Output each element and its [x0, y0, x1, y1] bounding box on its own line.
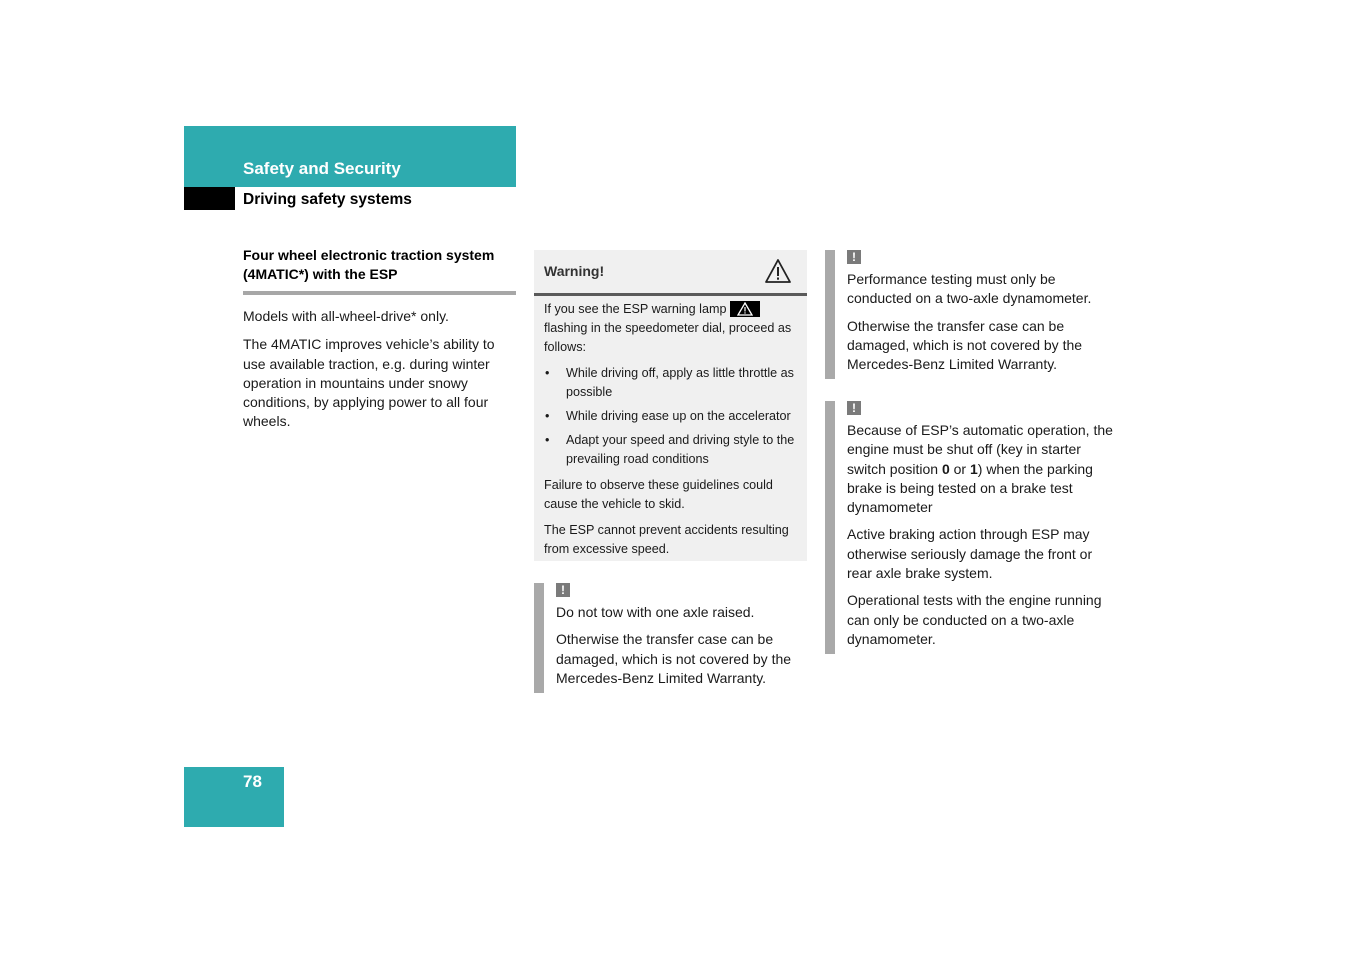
exclamation-icon: !: [556, 583, 570, 597]
exclamation-icon: !: [847, 250, 861, 264]
notice-dynamometer-warranty: Otherwise the transfer case can be damaged, which is not covered by the Mercedes-Benz Limited Warranty.: [847, 317, 1083, 373]
article-heading-line1: Four wheel electronic traction system: [243, 247, 495, 263]
models-note: Models with all-wheel-drive* only.: [243, 308, 449, 324]
key-position-1: 1: [969, 460, 978, 477]
notice-brake-text: Because of ESP’s automatic operation, the engine must be shut off (key in starter switch position 0 or 1) when the parking brake is being tested on a brake test dynamometer: [847, 422, 1113, 516]
notice-dynamometer: [825, 250, 1115, 379]
warning-box: [534, 250, 807, 561]
notice-dynamometer-text: Performance testing must only be conducted on a two-axle dynamometer.: [847, 271, 1092, 307]
warning-bullet-list: [544, 364, 797, 469]
warning-header: [534, 250, 807, 296]
page-number-box: [184, 767, 284, 827]
bullet-icon: •: [545, 433, 550, 447]
bullet-icon: •: [545, 409, 550, 423]
list-item: • While driving off, apply as little throttle as possible: [545, 366, 794, 399]
esp-warning-lamp-icon: [730, 301, 760, 317]
warning-intro-after: flashing in the speedometer dial, proceed as follows:: [544, 321, 792, 354]
heading-rule: [243, 291, 516, 295]
exclamation-icon: !: [847, 401, 861, 415]
notice-brake-operational: Operational tests with the engine running can only be conducted on a two-axle dynamometer.: [847, 592, 1102, 647]
warning-intro-before: If you see the ESP warning lamp: [544, 302, 727, 316]
notice-towing-warranty: Otherwise the transfer case can be damaged, which is not covered by the Mercedes-Benz Limited Warranty.: [556, 631, 792, 686]
notice-towing-text: Do not tow with one axle raised.: [556, 604, 755, 620]
warning-body: [534, 296, 807, 559]
left-column: [243, 246, 516, 432]
warning-intro: [544, 300, 797, 357]
warning-skid-note: Failure to observe these guidelines could cause the vehicle to skid.: [544, 478, 773, 511]
article-heading-line2: (4MATIC*) with the ESP: [243, 266, 398, 282]
warning-triangle-icon: [764, 258, 792, 284]
list-item: • Adapt your speed and driving style to the prevailing road conditions: [545, 433, 795, 466]
article-heading: [243, 246, 516, 284]
header-tab-marker: [184, 187, 235, 210]
section-title: Safety and Security: [243, 159, 401, 178]
bullet-icon: •: [545, 366, 550, 380]
subsection-title: Driving safety systems: [243, 191, 412, 208]
notice-brake-damage: Active braking action through ESP may otherwise seriously damage the front or rear axle brake system.: [847, 526, 1093, 582]
list-item: • While driving ease up on the accelerator: [544, 407, 797, 426]
warning-speed-note: The ESP cannot prevent accidents resulting from excessive speed.: [544, 523, 789, 556]
page-number: 78: [243, 772, 262, 791]
notice-brake-test: [825, 401, 1115, 654]
warning-title: Warning!: [544, 263, 605, 279]
key-position-0: 0: [941, 460, 950, 477]
notice-towing: [534, 583, 797, 693]
4matic-description: The 4MATIC improves vehicle’s ability to use available traction, e.g. during winter operation in mountains under snowy conditions, by applying power to all four wheels.: [243, 336, 495, 430]
